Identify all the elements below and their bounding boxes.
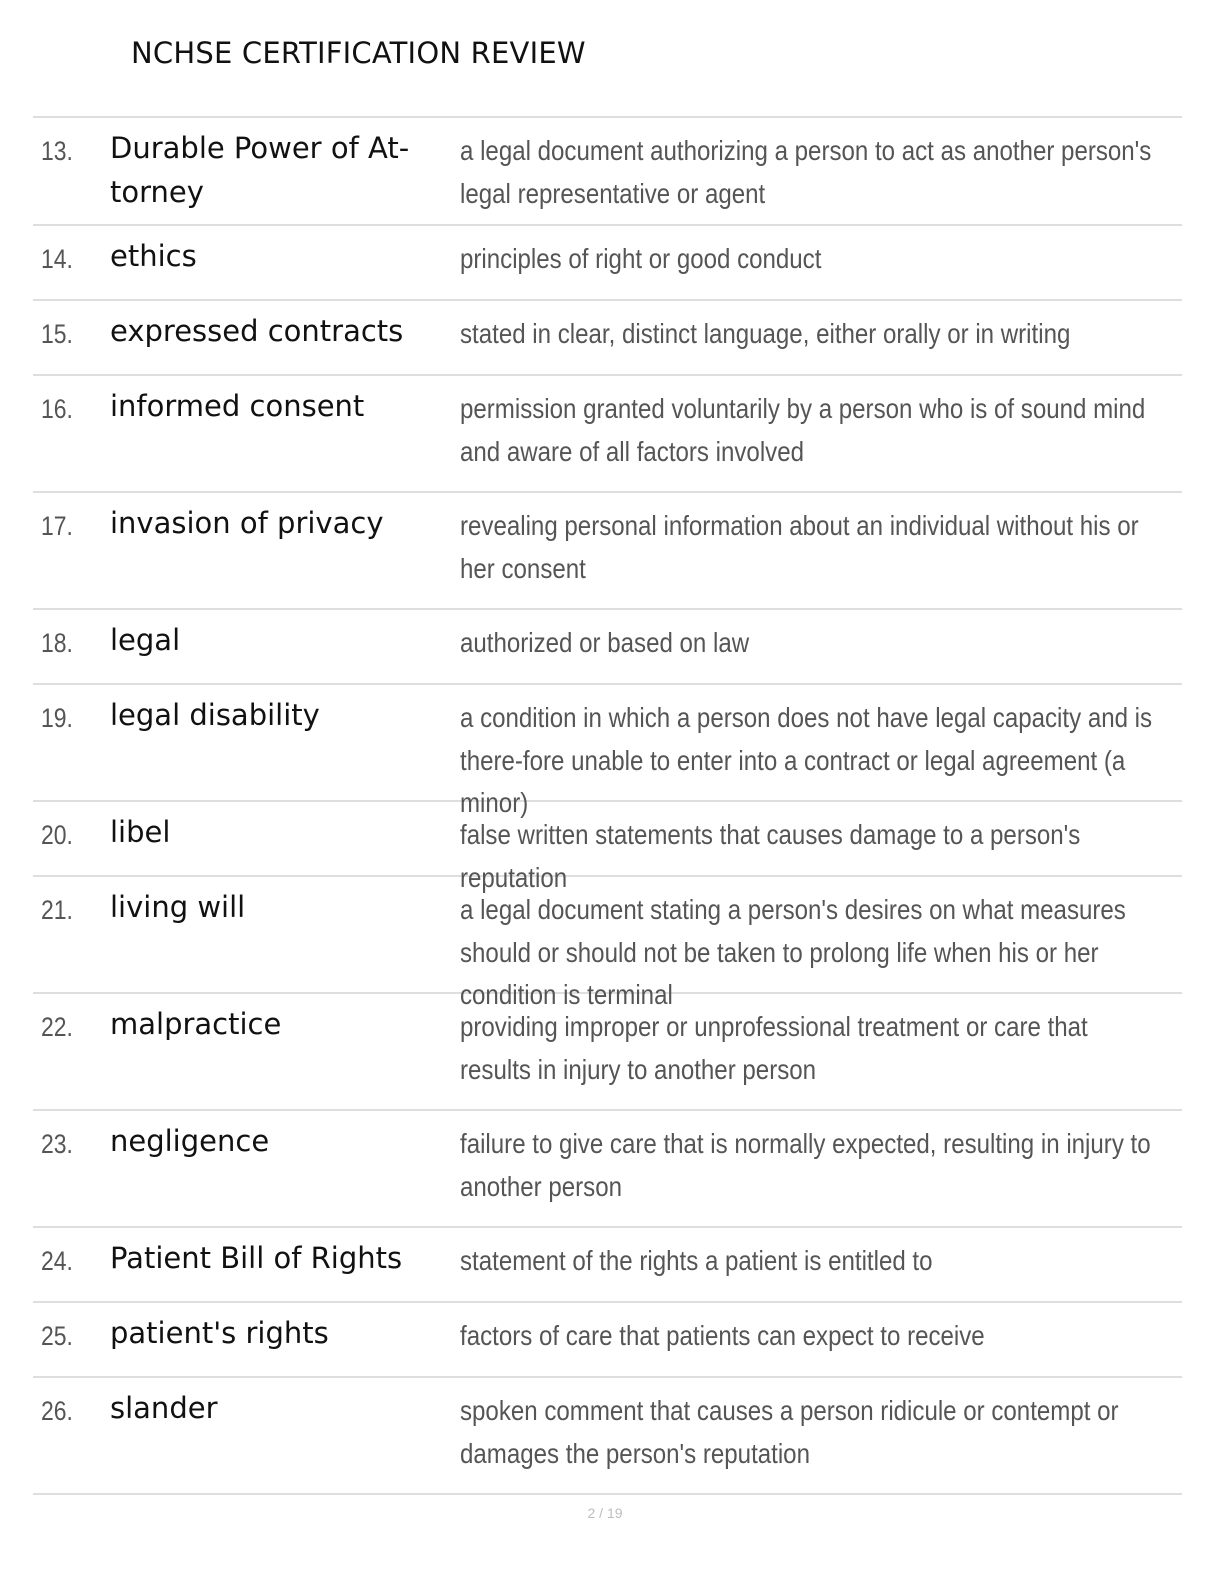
table-row (33, 1303, 1182, 1378)
term-definition: principles of right or good conduct (460, 243, 822, 274)
term-name: Durable Power of At-torney (110, 131, 410, 209)
term-number: 16. (41, 394, 73, 424)
term-number: 13. (41, 136, 73, 166)
term-definition: a legal document stating a person's desires on what measures should or should not be taken to prolong life when his or her condition is terminal (460, 894, 1126, 1010)
term-definition: a condition in which a person does not have legal capacity and is there-fore unable to enter into a contract or legal agreement (a minor) (460, 702, 1153, 818)
table-row (33, 301, 1182, 376)
term-number: 18. (41, 628, 73, 658)
term-name: malpractice (110, 1007, 282, 1041)
term-number: 17. (41, 511, 73, 541)
table-row (33, 685, 1182, 818)
term-definition: providing improper or unprofessional treatment or care that results in injury to another person (460, 1011, 1088, 1085)
table-row (33, 802, 1182, 893)
table-row (33, 1228, 1182, 1303)
term-definition: statement of the rights a patient is entitled to (460, 1245, 933, 1276)
term-number: 15. (41, 319, 73, 349)
term-number: 23. (41, 1129, 73, 1159)
table-row (33, 877, 1182, 1010)
term-definition: permission granted voluntarily by a person who is of sound mind and aware of all factors involved (460, 393, 1146, 467)
term-number: 25. (41, 1321, 73, 1351)
table-row (33, 994, 1182, 1111)
page-title: NCHSE CERTIFICATION REVIEW (131, 36, 586, 70)
term-number: 14. (41, 244, 73, 274)
table-row (33, 493, 1182, 610)
term-number: 19. (41, 703, 73, 733)
term-definition: authorized or based on law (460, 627, 750, 658)
term-name: expressed contracts (110, 314, 404, 348)
term-definition: revealing personal information about an individual without his or her consent (460, 510, 1139, 584)
term-name: Patient Bill of Rights (110, 1241, 403, 1275)
term-number: 20. (41, 820, 73, 850)
term-definition: spoken comment that causes a person ridicule or contempt or damages the person's reputation (460, 1395, 1119, 1469)
term-name: ethics (110, 239, 197, 273)
term-name: informed consent (110, 389, 365, 423)
term-number: 24. (41, 1246, 73, 1276)
table-row (33, 226, 1182, 301)
term-name: living will (110, 890, 246, 924)
term-name: legal disability (110, 698, 320, 732)
term-number: 26. (41, 1396, 73, 1426)
page-number: 2 / 19 (587, 1505, 623, 1521)
term-name: invasion of privacy (110, 506, 384, 540)
table-row (33, 376, 1182, 493)
term-definition: failure to give care that is normally expected, resulting in injury to another person (460, 1128, 1151, 1202)
term-name: legal (110, 623, 181, 657)
term-name: slander (110, 1391, 218, 1425)
term-name: libel (110, 815, 171, 849)
table-row (33, 118, 1182, 226)
term-definition: stated in clear, distinct language, either orally or in writing (460, 318, 1071, 349)
table-row (33, 1378, 1182, 1495)
table-row (33, 1111, 1182, 1228)
term-definition: a legal document authorizing a person to act as another person's legal representative or agent (460, 135, 1152, 209)
terms-table (33, 116, 1182, 1495)
term-name: patient's rights (110, 1316, 329, 1350)
term-number: 21. (41, 895, 73, 925)
term-definition: false written statements that causes damage to a person's reputation (460, 819, 1081, 893)
table-row (33, 610, 1182, 685)
term-number: 22. (41, 1012, 73, 1042)
term-definition: factors of care that patients can expect to receive (460, 1320, 985, 1351)
term-name: negligence (110, 1124, 270, 1158)
